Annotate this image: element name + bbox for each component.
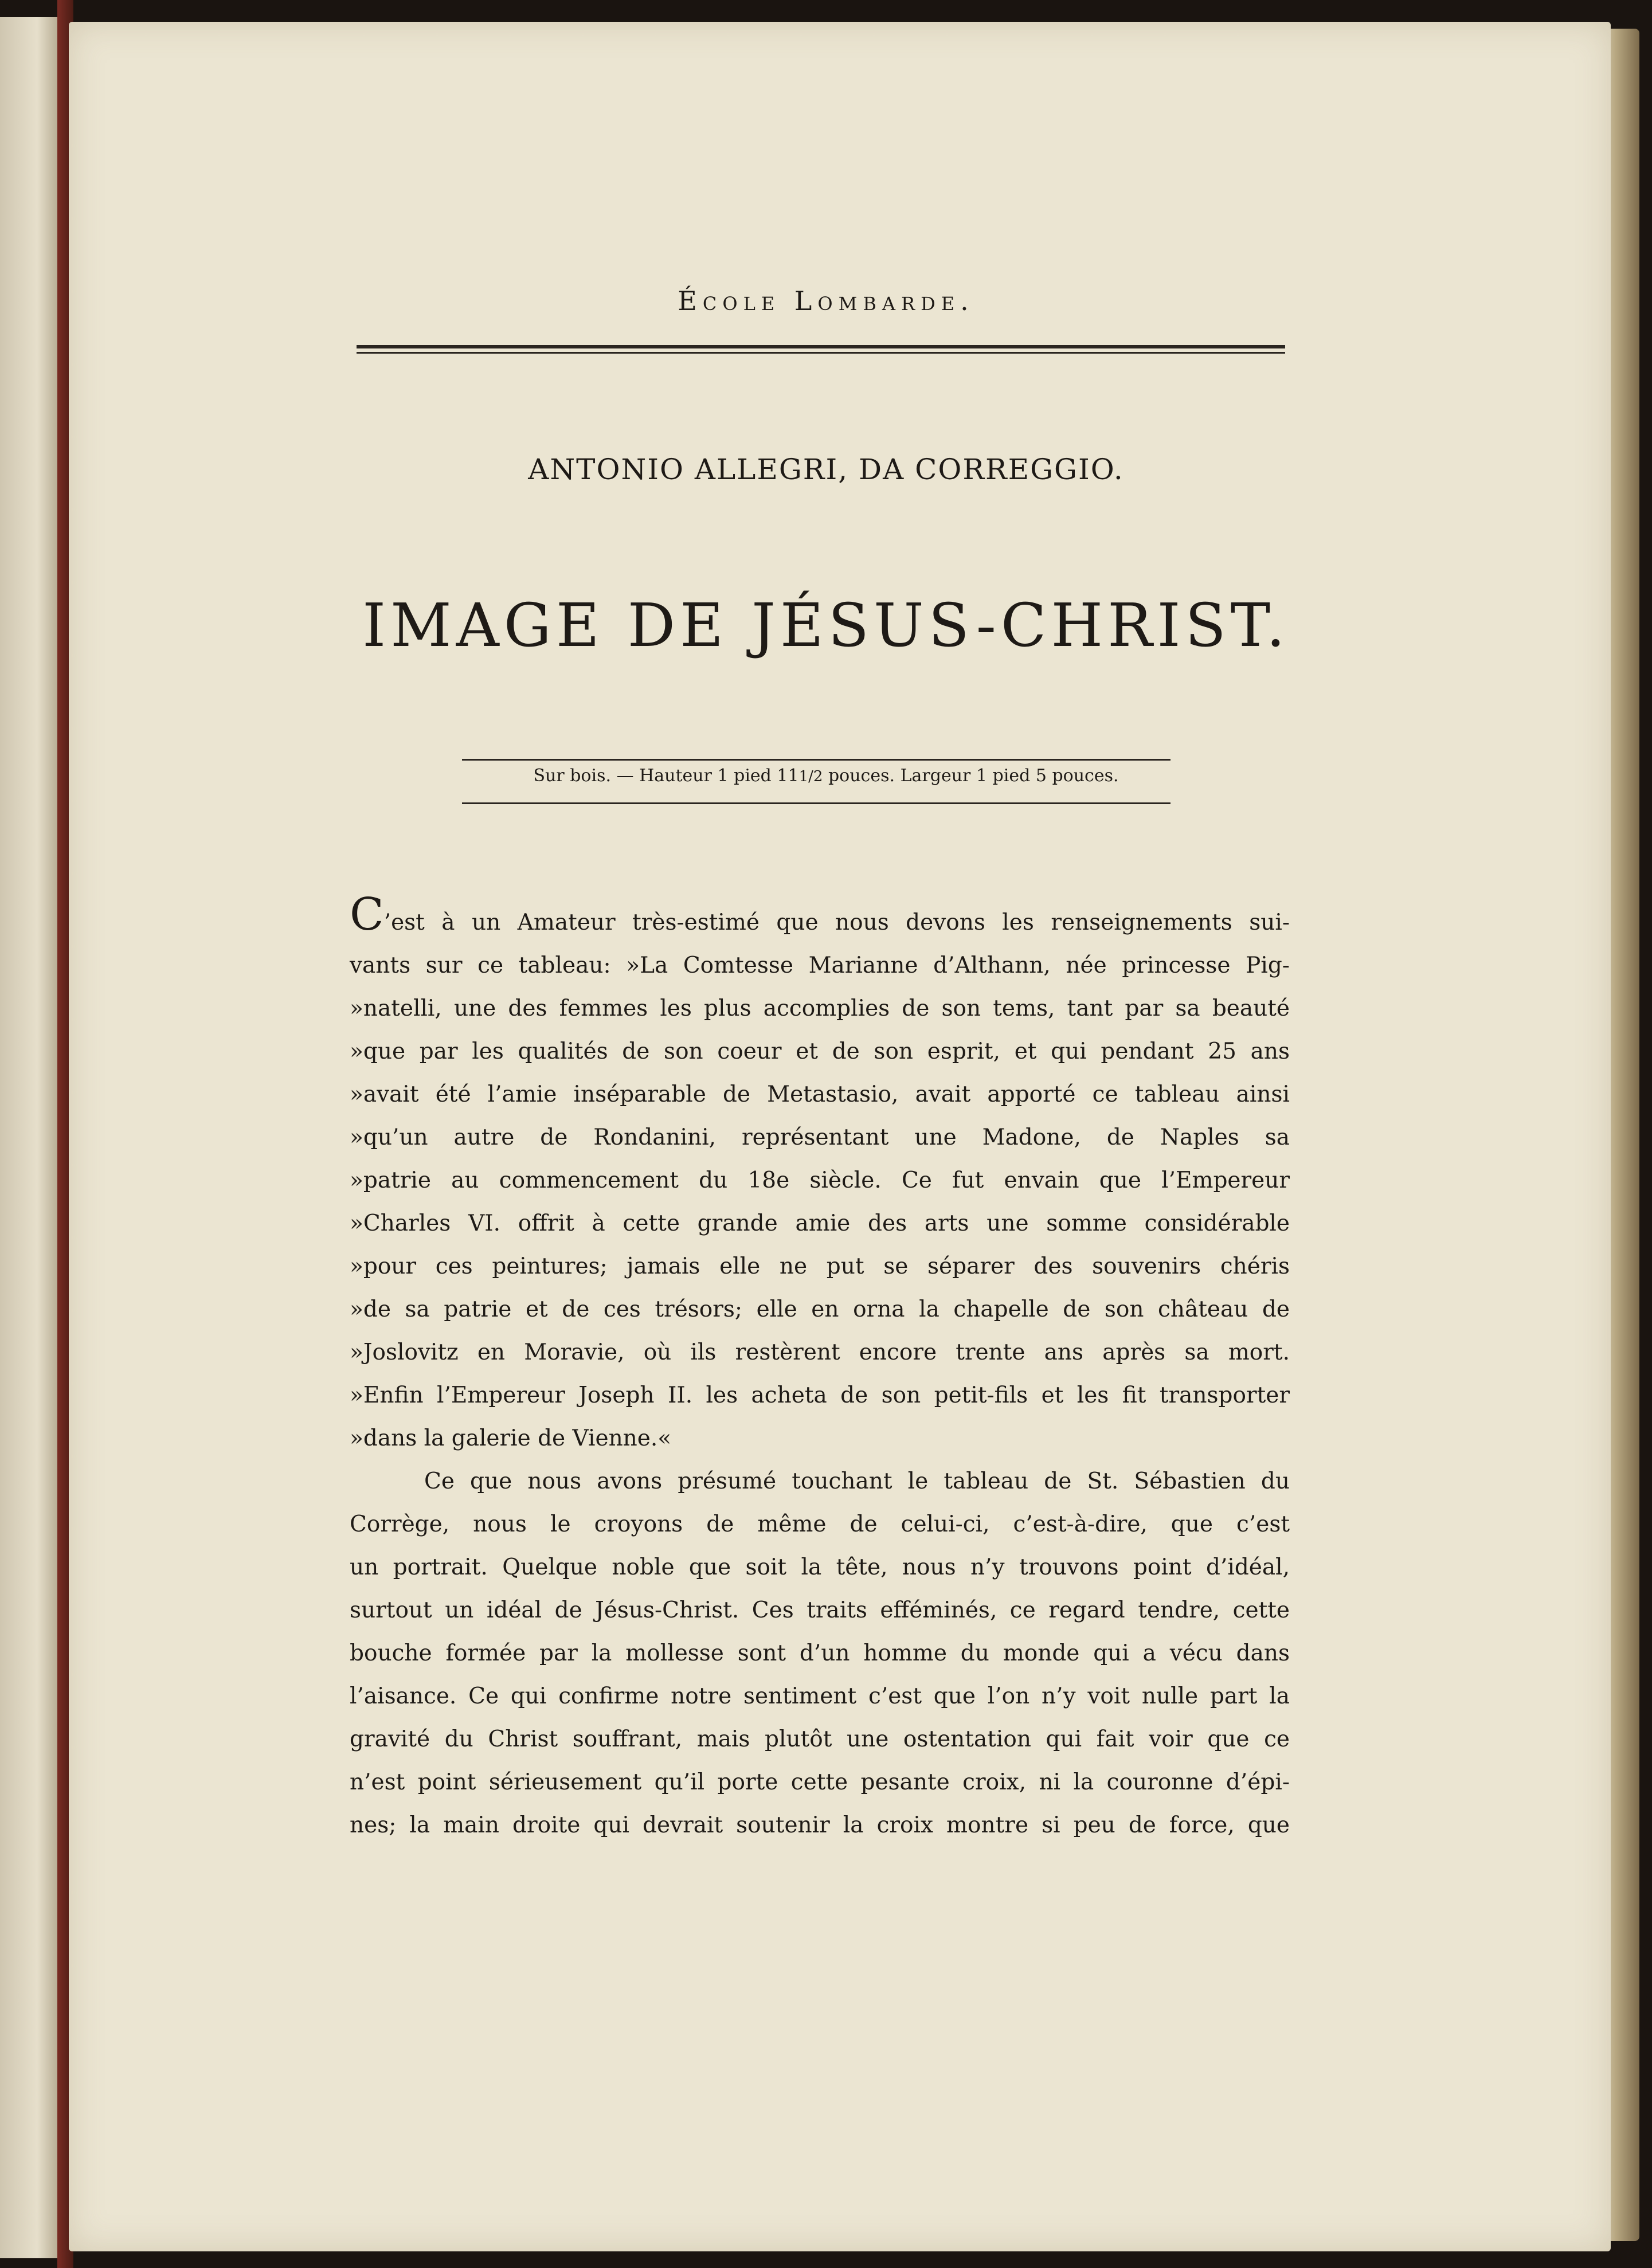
text-line: gravité du Christ souffrant, mais plutôt une ostentation qui fait voir que ce (350, 1726, 1290, 1752)
text-line: »patrie au commencement du 18e siècle. Ce fut envain que l’Empereur (350, 1168, 1290, 1193)
artist-name: ANTONIO ALLEGRI, DA CORREGGIO. (528, 453, 1124, 486)
height-text: Hauteur 1 pied 11 (639, 766, 799, 786)
text-line: bouche formée par la mollesse sont d’un homme du monde qui a vécu dans (350, 1640, 1290, 1666)
text-line: nes; la main droite qui devrait soutenir la croix montre si peu de force, que (350, 1812, 1290, 1838)
drop-cap: C (350, 889, 384, 941)
text-line: vants sur ce tableau: »La Comtesse Marianne d’Althann, née princesse Pig- (350, 953, 1290, 978)
text-line: »dans la galerie de Vienne.« (350, 1425, 672, 1451)
text-line: »Charles VI. offrit à cette grande amie des arts une somme considérable (350, 1211, 1290, 1236)
text-line: »pour ces peintures; jamais elle ne put se séparer des souvenirs chéris (350, 1254, 1290, 1279)
text-line: Ce que nous avons présumé touchant le tableau de St. Sébastien du (424, 1468, 1290, 1494)
text-line: »Joslovitz en Moravie, où ils restèrent encore trente ans après sa mort. (350, 1339, 1290, 1365)
text-line: surtout un idéal de Jésus-Christ. Ces traits efféminés, ce regard tendre, cette (350, 1597, 1290, 1623)
text-line: »Enfin l’Empereur Joseph II. les acheta de son petit-fils et les fit transporter (350, 1382, 1290, 1408)
text-line: »avait été l’amie inséparable de Metastasio, avait apporté ce tableau ainsi (350, 1082, 1290, 1107)
text-line: C’est à un Amateur très-estimé que nous devons les renseignements sui- (350, 889, 1290, 941)
text-line: l’aisance. Ce qui confirme notre sentiment c’est que l’on n’y voit nulle part la (350, 1683, 1290, 1709)
text-line: »qu’un autre de Rondanini, représentant une Madone, de Naples sa (350, 1125, 1290, 1150)
artwork-dimensions (0, 766, 1652, 786)
text-line: »de sa patrie et de ces trésors; elle en orna la chapelle de son château de (350, 1296, 1290, 1322)
support-text: Sur bois. (533, 766, 612, 786)
header-rule-thick (357, 345, 1285, 348)
height-unit: pouces. (828, 766, 895, 786)
height-fraction: 1/2 (798, 768, 823, 785)
text-line: »que par les qualités de son coeur et de son esprit, et qui pendant 25 ans (350, 1039, 1290, 1064)
width-text: Largeur 1 pied 5 pouces. (900, 766, 1119, 786)
artwork-title: IMAGE DE JÉSUS-CHRIST. (362, 590, 1290, 660)
header-rule-thin (357, 352, 1285, 354)
text-line: »natelli, une des femmes les plus accomplies de son tems, tant par sa beauté (350, 996, 1290, 1021)
dimensions-rule-bottom (462, 802, 1171, 804)
text-line: un portrait. Quelque noble que soit la tête, nous n’y trouvons point d’idéal, (350, 1554, 1290, 1580)
body-text (350, 889, 1290, 1847)
text-line: n’est point sérieusement qu’il porte cette pesante croix, ni la couronne d’épi- (350, 1769, 1290, 1795)
text-line: Corrège, nous le croyons de même de celui-ci, c’est-à-dire, que c’est (350, 1511, 1290, 1537)
dimensions-dash: — (616, 766, 634, 786)
dimensions-rule-top (462, 759, 1171, 761)
running-header: École Lombarde. (678, 285, 974, 316)
